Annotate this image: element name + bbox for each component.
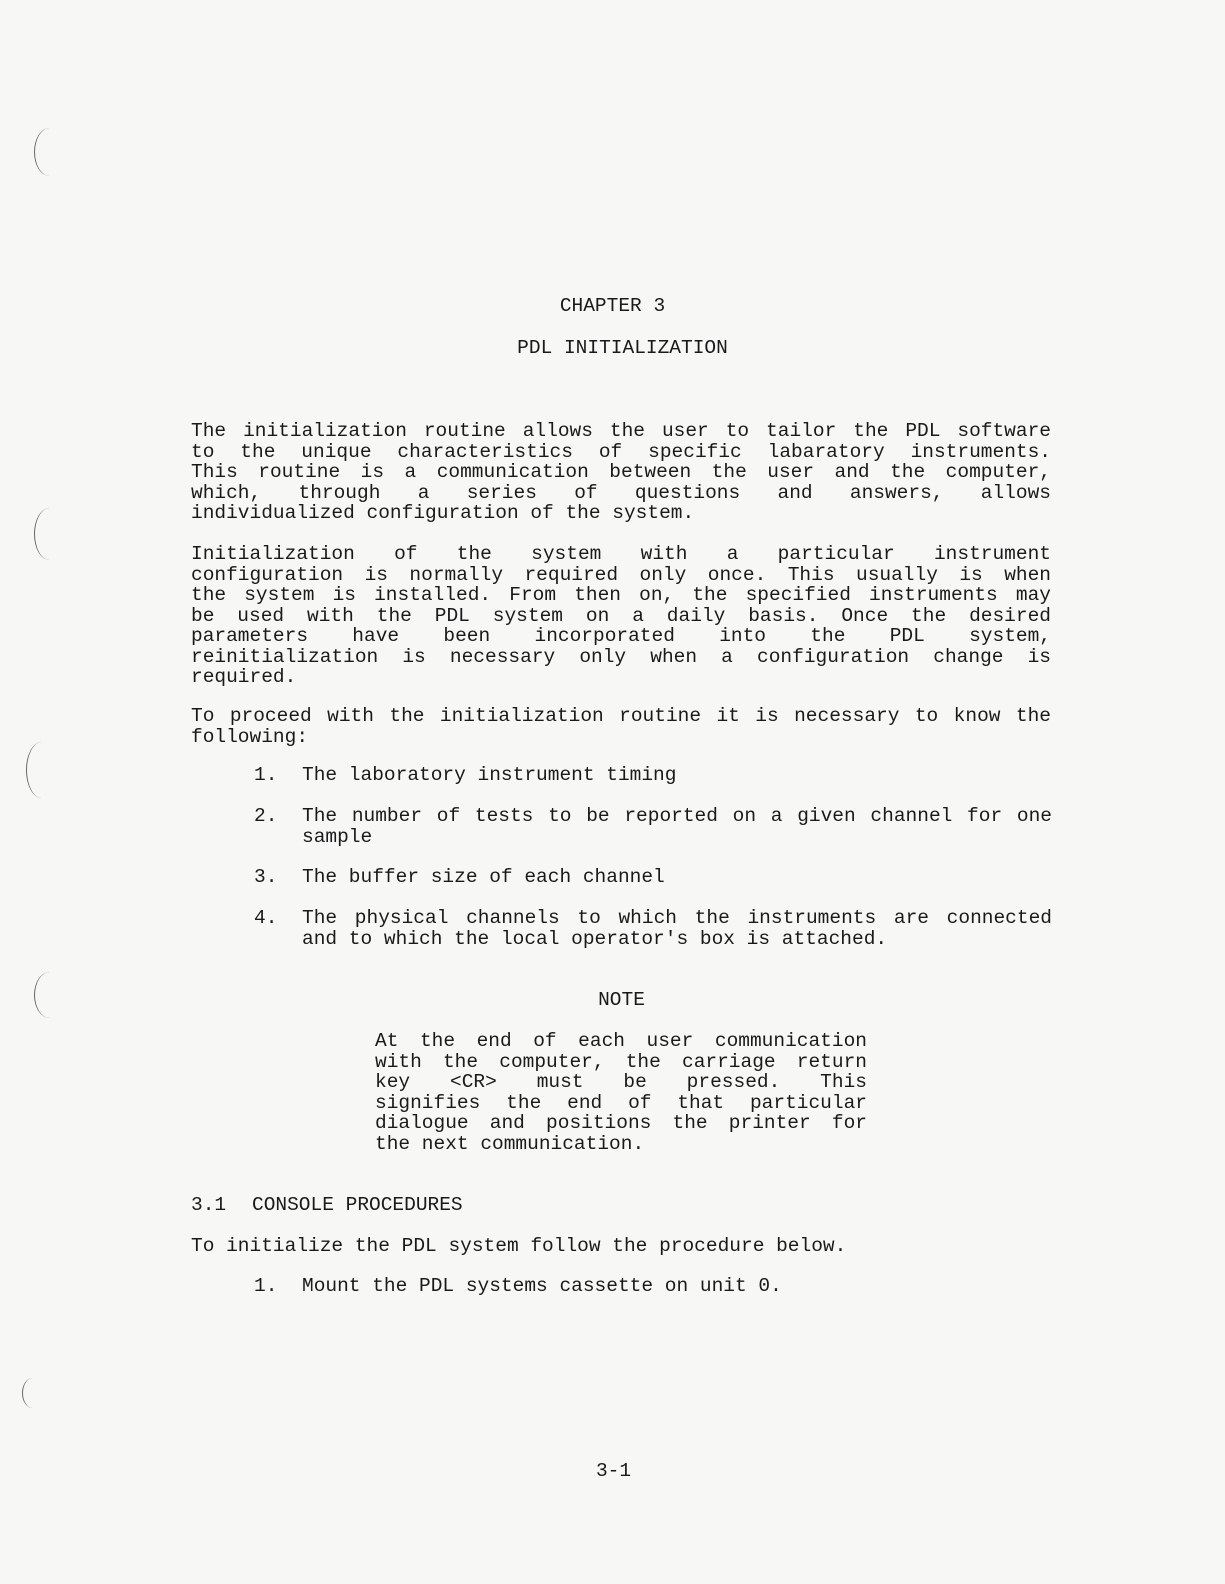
text-line: The laboratory instrument timing xyxy=(302,764,677,786)
text-line: Initialization of the system with a particular instrument xyxy=(191,543,1051,565)
text-line: be used with the PDL system on a daily basis. Once the desired xyxy=(191,604,1051,627)
list-number: 2. xyxy=(254,805,278,827)
binder-hole-mark xyxy=(22,1378,43,1408)
chapter-label: CHAPTER 3 xyxy=(559,295,666,317)
section-heading xyxy=(191,1194,463,1216)
list-number: 1. xyxy=(254,764,278,786)
binder-hole-mark xyxy=(34,508,65,560)
section-intro: To initialize the PDL system follow the procedure below. xyxy=(191,1235,847,1257)
text-line: the next communication. xyxy=(375,1132,645,1155)
text-line: The number of tests to be reported on a given channel for one xyxy=(302,805,1052,827)
text-line: required. xyxy=(191,666,297,688)
text-line: This routine is a communication between the user and the computer, xyxy=(191,461,1051,483)
text-line: The buffer size of each channel xyxy=(302,866,665,888)
text-line: parameters have been incorporated into the PDL system, xyxy=(191,625,1051,647)
text-line: and to which the local operator's box is attached. xyxy=(302,927,888,950)
section-title: CONSOLE PROCEDURES xyxy=(252,1194,463,1216)
text-line: sample xyxy=(302,825,373,848)
text-line: following: xyxy=(191,725,309,748)
text-line: with the computer, the carriage return xyxy=(375,1050,867,1073)
section-number: 3.1 xyxy=(191,1194,227,1216)
text-line: To proceed with the initialization routine it is necessary to know the xyxy=(191,705,1051,727)
text-line: At the end of each user communication xyxy=(375,1030,867,1052)
text-line: which, through a series of questions and answers, allows xyxy=(191,481,1051,504)
binder-hole-mark xyxy=(26,742,57,798)
text-line: the system is installed. From then on, the specified instruments may xyxy=(191,584,1051,606)
binder-hole-mark xyxy=(34,128,65,176)
text-line: The initialization routine allows the user to tailor the PDL software xyxy=(191,420,1051,442)
text-line: key <CR> must be pressed. This xyxy=(375,1071,867,1093)
text-line: dialogue and positions the printer for xyxy=(375,1112,867,1134)
text-line: configuration is normally required only once. This usually is when xyxy=(191,563,1051,586)
text-line: reinitialization is necessary only when a configuration change is xyxy=(191,645,1051,668)
note-body xyxy=(375,1031,867,1154)
step-number: 1. xyxy=(254,1275,278,1297)
text-line: Mount the PDL systems cassette on unit 0. xyxy=(302,1275,782,1297)
page-number: 3-1 xyxy=(595,1460,632,1482)
list-number: 4. xyxy=(254,907,278,929)
text-line: individualized configuration of the system. xyxy=(191,502,695,524)
initialization-paragraph xyxy=(191,544,1051,688)
list-number: 3. xyxy=(254,866,278,888)
text-line: signifies the end of that particular xyxy=(375,1091,867,1114)
chapter-title: PDL INITIALIZATION xyxy=(517,337,728,359)
note-heading: NOTE xyxy=(598,989,645,1011)
proceed-paragraph xyxy=(191,706,1051,747)
intro-paragraph xyxy=(191,421,1051,524)
text-line: to the unique characteristics of specific labaratory instruments. xyxy=(191,440,1051,463)
text-line: The physical channels to which the instruments are connected xyxy=(302,907,1052,929)
